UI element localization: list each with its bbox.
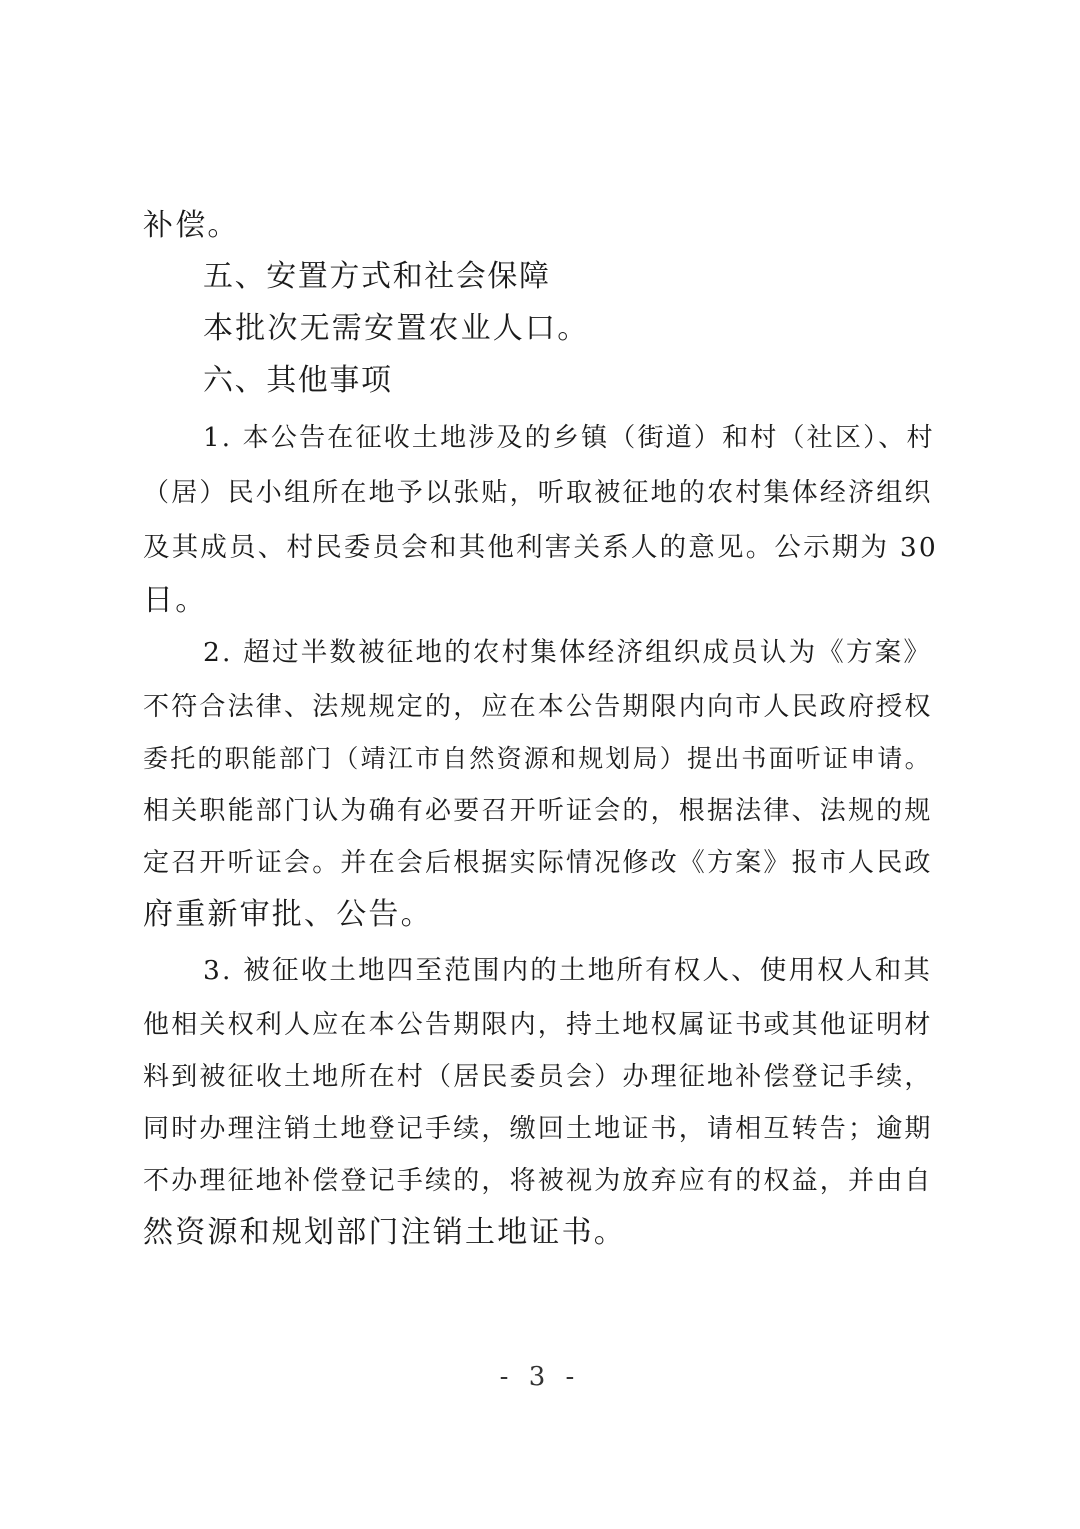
item-3-line: 3. 被征收土地四至范围内的土地所有权人、使用权人和其 [203,955,933,986]
paragraph-line: 本批次无需安置农业人口。 [203,311,590,346]
page-number: - 3 - [499,1362,581,1392]
item-2-line: 府重新审批、公告。 [143,897,433,932]
section-heading-6: 六、其他事项 [203,363,393,398]
section-heading-5: 五、安置方式和社会保障 [203,259,551,294]
item-3-line: 不办理征地补偿登记手续的，将被视为放弃应有的权益，并由自 [143,1166,933,1196]
item-2-line: 2. 超过半数被征地的农村集体经济组织成员认为《方案》 [203,637,933,668]
item-2-line: 委托的职能部门（靖江市自然资源和规划局）提出书面听证申请。 [143,744,932,773]
item-3-line: 然资源和规划部门注销土地证书。 [143,1215,626,1250]
item-1-line: （居）民小组所在地予以张贴，听取被征地的农村集体经济组织 [143,478,933,508]
item-2-line: 定召开听证会。并在会后根据实际情况修改《方案》报市人民政 [143,848,933,878]
item-1-line: 及其成员、村民委员会和其他利害关系人的意见。公示期为 30 [143,532,938,563]
item-2-line: 不符合法律、法规规定的，应在本公告期限内向市人民政府授权 [143,692,933,722]
item-1-line: 日。 [143,583,208,618]
item-3-line: 同时办理注销土地登记手续，缴回土地证书，请相互转告；逾期 [143,1114,933,1144]
item-3-line: 他相关权利人应在本公告期限内，持土地权属证书或其他证明材 [143,1010,933,1040]
item-2-line: 相关职能部门认为确有必要召开听证会的，根据法律、法规的规 [143,796,933,826]
paragraph-line: 补偿。 [143,208,240,243]
item-1-line: 1. 本公告在征收土地涉及的乡镇（街道）和村（社区）、村 [203,423,935,453]
item-3-line: 料到被征收土地所在村（居民委员会）办理征地补偿登记手续， [143,1062,933,1092]
